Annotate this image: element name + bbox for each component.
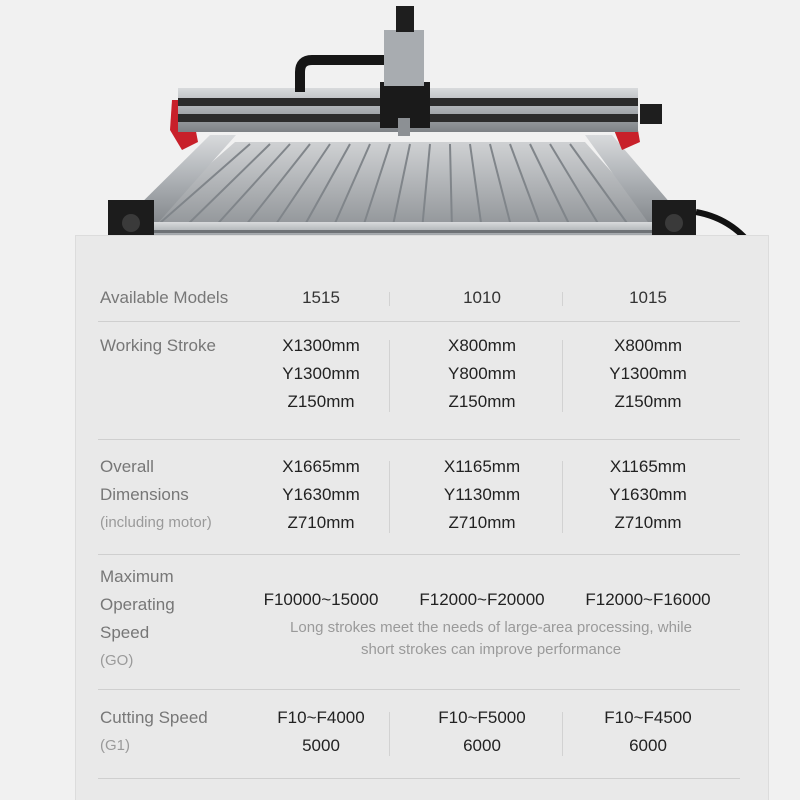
row-divider [98, 439, 740, 440]
cnc-router-machine-icon [0, 0, 800, 270]
label-overall-dimensions [100, 453, 212, 537]
stroke-1515 [239, 332, 403, 416]
column-divider [389, 712, 390, 756]
label-working-stroke: Working Stroke [100, 336, 216, 355]
dim-y: Y1130mm [443, 485, 521, 504]
dim-z: Z710mm [448, 513, 516, 532]
cutting-range: F10~F5000 [438, 708, 526, 727]
row-divider [98, 689, 740, 690]
stroke-y: Y1300mm [282, 364, 360, 383]
speed-note [236, 617, 746, 661]
max-speed-1010: F12000~F20000 [419, 590, 545, 609]
row-divider [98, 554, 740, 555]
label-line: Cutting Speed [100, 708, 208, 727]
dim-x: X1165mm [443, 457, 521, 476]
label-line: Maximum [100, 567, 174, 586]
cutting-speed-1015 [566, 704, 730, 760]
dim-y: Y1630mm [609, 485, 687, 504]
dimensions-1010 [400, 453, 564, 537]
stroke-z: Z150mm [614, 392, 682, 411]
cutting-value: 6000 [629, 736, 667, 755]
stroke-x: X1300mm [282, 336, 360, 355]
column-divider [389, 340, 390, 412]
label-line: Speed [100, 623, 150, 642]
column-divider [562, 712, 563, 756]
stroke-z: Z150mm [287, 392, 355, 411]
label-line: Dimensions [100, 485, 189, 504]
cutting-value: 5000 [302, 736, 340, 755]
stroke-1015 [566, 332, 730, 416]
column-divider [562, 340, 563, 412]
dim-z: Z710mm [287, 513, 355, 532]
column-divider [562, 461, 563, 533]
model-1015: 1015 [629, 288, 667, 307]
label-line: Operating [100, 595, 175, 614]
cutting-range: F10~F4000 [277, 708, 365, 727]
max-speed-1015: F12000~F16000 [585, 590, 711, 609]
note-line: short strokes can improve performance [360, 641, 622, 658]
dim-x: X1665mm [282, 457, 360, 476]
stroke-y: Y1300mm [609, 364, 687, 383]
dim-z: Z710mm [614, 513, 682, 532]
row-divider [98, 321, 740, 322]
column-divider [389, 292, 390, 306]
dimensions-1515 [239, 453, 403, 537]
cutting-speed-1010 [400, 704, 564, 760]
label-sub: (GO) [100, 652, 134, 669]
dim-y: Y1630mm [282, 485, 360, 504]
stroke-z: Z150mm [448, 392, 516, 411]
note-line: Long strokes meet the needs of large-area processing, while [290, 619, 692, 636]
max-speed-1515: F10000~15000 [263, 590, 379, 609]
spec-table [76, 236, 768, 800]
dim-x: X1165mm [609, 457, 687, 476]
label-sub: (G1) [100, 737, 130, 754]
label-sub: (including motor) [100, 514, 212, 531]
stroke-1010 [400, 332, 564, 416]
model-1010: 1010 [463, 288, 501, 307]
label-available-models: Available Models [100, 288, 229, 307]
model-1515: 1515 [302, 288, 340, 307]
cutting-speed-1515 [239, 704, 403, 760]
column-divider [389, 461, 390, 533]
cutting-range: F10~F4500 [604, 708, 692, 727]
stroke-y: Y800mm [447, 364, 517, 383]
cutting-value: 6000 [463, 736, 501, 755]
stroke-x: X800mm [447, 336, 517, 355]
stroke-x: X800mm [613, 336, 683, 355]
label-line: Overall [100, 457, 154, 476]
label-max-operating-speed [100, 563, 175, 675]
label-cutting-speed [100, 704, 208, 760]
column-divider [562, 292, 563, 306]
row-divider [98, 778, 740, 779]
dimensions-1015 [566, 453, 730, 537]
